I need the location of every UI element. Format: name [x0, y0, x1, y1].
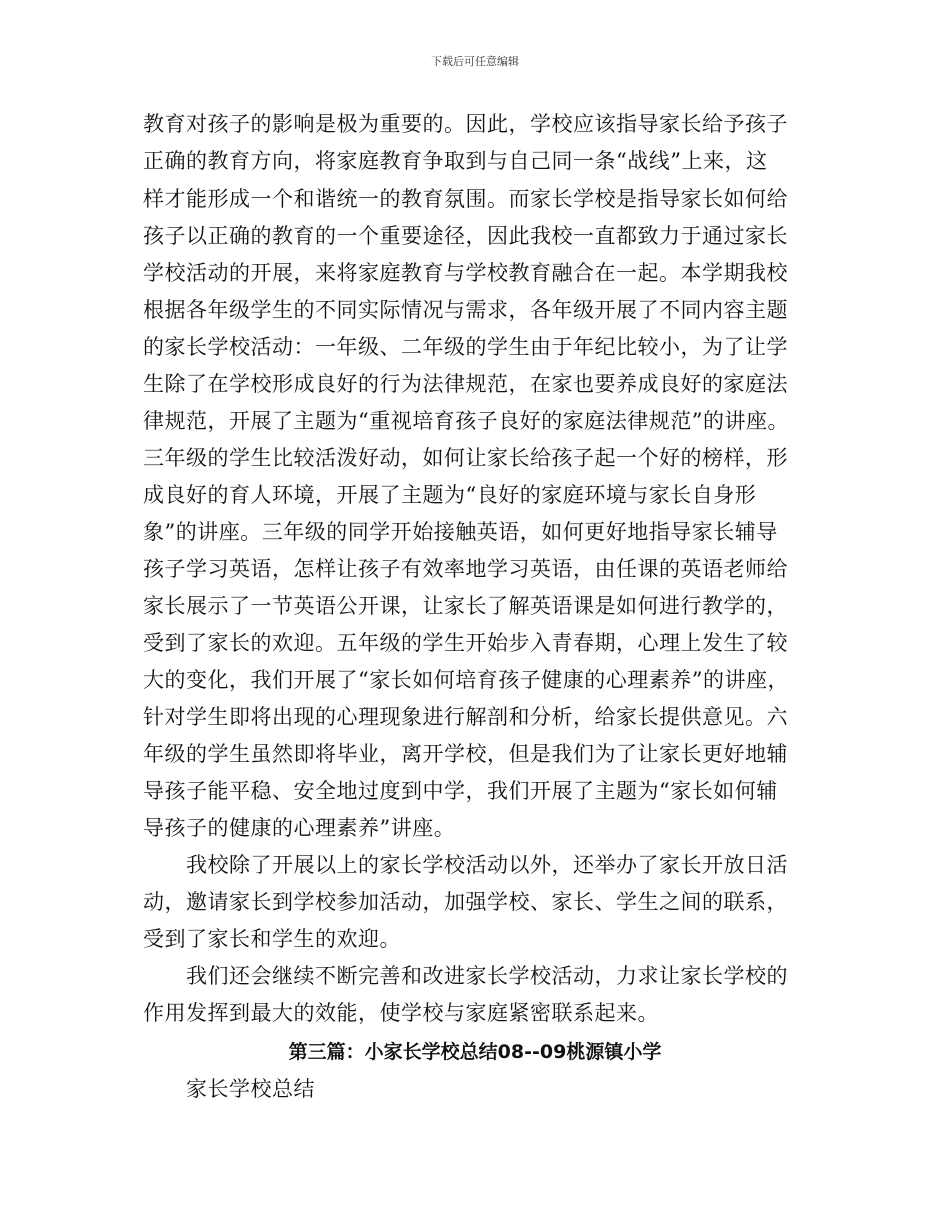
paragraph-line: 孩子学习英语，怎样让孩子有效率地学习英语，由任课的英语老师给 [143, 557, 788, 581]
paragraph-line: 针对学生即将出现的心理现象进行解剖和分析，给家长提供意见。六 [143, 705, 788, 729]
paragraph-line: 我校除了开展以上的家长学校活动以外，还举办了家长开放日活 [186, 853, 788, 877]
paragraph-line: 受到了家长的欢迎。五年级的学生开始步入青春期，心理上发生了较 [143, 631, 788, 655]
paragraph-line: 受到了家长和学生的欢迎。 [143, 927, 401, 951]
paragraph-line: 的家长学校活动：一年级、二年级的学生由于年纪比较小，为了让学 [143, 335, 788, 359]
paragraph-line: 孩子以正确的教育的一个重要途径，因此我校一直都致力于通过家长 [143, 224, 788, 248]
paragraph-line: 律规范，开展了主题为“重视培育孩子良好的家庭法律规范”的讲座。 [143, 409, 789, 433]
paragraph-line: 我们还会继续不断完善和改进家长学校活动，力求让家长学校的 [186, 964, 788, 988]
page-header-note: 下载后可任意编辑 [431, 55, 519, 68]
paragraph-line: 教育对孩子的影响是极为重要的。因此，学校应该指导家长给予孩子 [143, 112, 788, 136]
paragraph-line: 正确的教育方向，将家庭教育争取到与自己同一条“战线”上来，这 [143, 149, 768, 173]
section-heading: 第三篇：小家长学校总结08--09桃源镇小学 [288, 1041, 662, 1063]
paragraph-line: 成良好的育人环境，开展了主题为“良好的家庭环境与家长自身形 [143, 483, 757, 507]
paragraph-line: 样才能形成一个和谐统一的教育氛围。而家长学校是指导家长如何给 [143, 187, 788, 211]
paragraph-line: 象”的讲座。三年级的同学开始接触英语，如何更好地指导家长辅导 [143, 520, 778, 544]
paragraph-line: 年级的学生虽然即将毕业，离开学校，但是我们为了让家长更好地辅 [143, 742, 788, 766]
paragraph-line: 学校活动的开展，来将家庭教育与学校教育融合在一起。本学期我校 [143, 261, 788, 285]
paragraph-line: 三年级的学生比较活泼好动，如何让家长给孩子起一个好的榜样，形 [143, 446, 788, 470]
paragraph-line: 作用发挥到最大的效能，使学校与家庭紧密联系起来。 [143, 1001, 659, 1025]
section-subtitle: 家长学校总结 [186, 1077, 315, 1101]
paragraph-line: 导孩子能平稳、安全地过度到中学，我们开展了主题为“家长如何辅 [143, 779, 778, 803]
paragraph-line: 动，邀请家长到学校参加活动，加强学校、家长、学生之间的联系， [143, 890, 788, 914]
paragraph-line: 根据各年级学生的不同实际情况与需求，各年级开展了不同内容主题 [143, 298, 788, 322]
paragraph-line: 大的变化，我们开展了“家长如何培育孩子健康的心理素养”的讲座， [143, 668, 789, 692]
paragraph-line: 家长展示了一节英语公开课，让家长了解英语课是如何进行教学的， [143, 594, 788, 618]
paragraph-line: 导孩子的健康的心理素养”讲座。 [143, 816, 456, 840]
paragraph-line: 生除了在学校形成良好的行为法律规范，在家也要养成良好的家庭法 [143, 372, 788, 396]
